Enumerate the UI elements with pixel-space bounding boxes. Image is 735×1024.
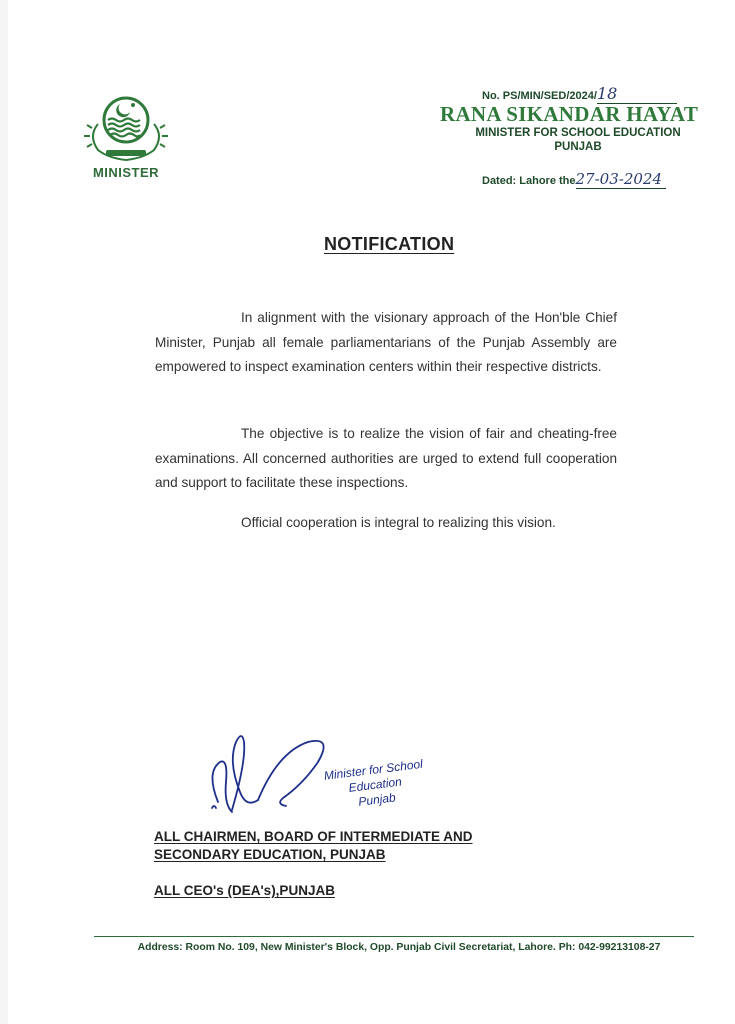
paragraph-2: The objective is to realize the vision of fair and cheating-free examinations. All concerned authorities are urged to extend full cooperation and support to facilitate these inspections. bbox=[155, 426, 617, 490]
logo-caption: MINISTER bbox=[92, 165, 160, 180]
notification-title: NOTIFICATION bbox=[324, 234, 455, 254]
document-page bbox=[8, 0, 735, 1024]
reference-number-label: No. PS/MIN/SED/2024/ bbox=[482, 90, 597, 102]
designation-line-1: MINISTER FOR SCHOOL EDUCATION bbox=[475, 127, 681, 139]
dated-label: Dated: Lahore the bbox=[482, 175, 576, 187]
paragraph-3: Official cooperation is integral to realizing this vision. bbox=[241, 515, 556, 530]
recipient-chairmen-line-2: SECONDARY EDUCATION, PUNJAB bbox=[154, 847, 386, 862]
punjab-emblem-icon bbox=[76, 84, 176, 164]
recipient-ceos: ALL CEO's (DEA's),PUNJAB bbox=[154, 883, 335, 898]
signature-caption-line-2: Punjab bbox=[357, 790, 397, 809]
paragraph-1: In alignment with the visionary approach of the Hon'ble Chief Minister, Punjab all female parliamentarians of the Punjab Assembly are empowered to inspect examination centers within their respective districts. bbox=[155, 310, 617, 374]
designation bbox=[464, 126, 692, 154]
signature-caption-line-1: Minister for School Education bbox=[323, 756, 424, 795]
minister-name: RANA SIKANDAR HAYAT bbox=[440, 102, 699, 126]
footer-divider bbox=[94, 936, 694, 937]
reference-number bbox=[482, 84, 677, 104]
recipient-chairmen bbox=[154, 828, 473, 864]
reference-number-handwritten: 18 bbox=[597, 84, 677, 104]
designation-line-2: PUNJAB bbox=[554, 141, 602, 153]
recipient-chairmen-line-1: ALL CHAIRMEN, BOARD OF INTERMEDIATE AND bbox=[154, 829, 473, 844]
footer-address: Address: Room No. 109, New Minister's Block, Opp. Punjab Civil Secretariat, Lahore. Ph: 042-99213108-27 bbox=[137, 942, 661, 953]
dated-handwritten: 27-03-2024 bbox=[576, 170, 666, 189]
dated bbox=[482, 170, 666, 189]
